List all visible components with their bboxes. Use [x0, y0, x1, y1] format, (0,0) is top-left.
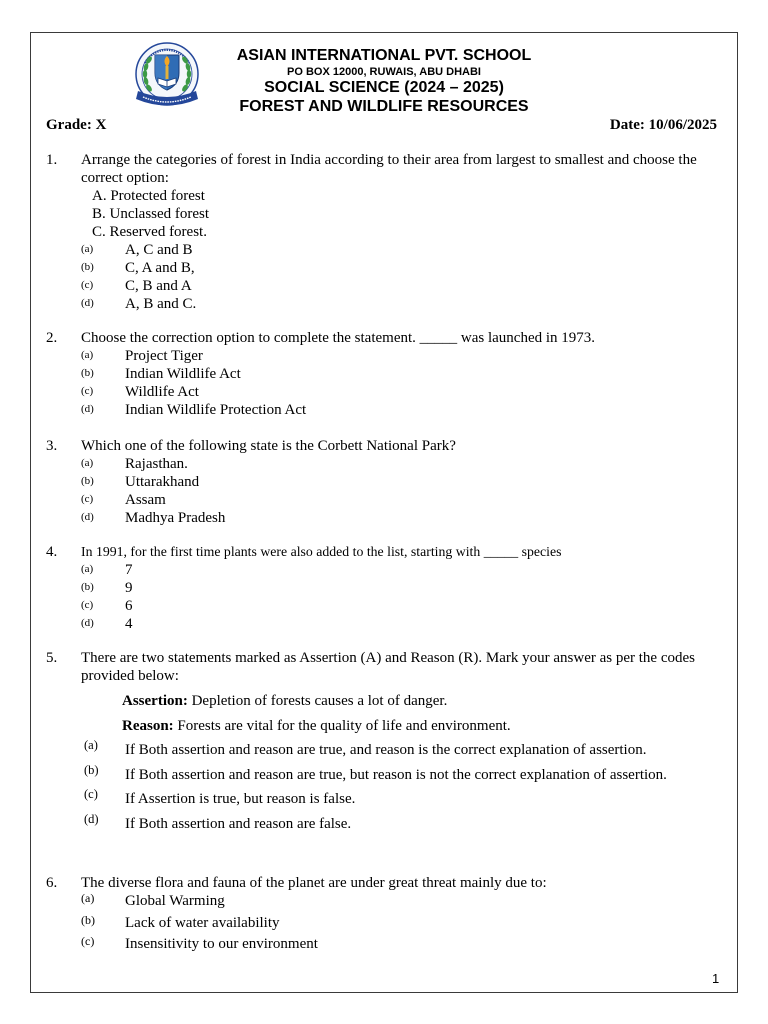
- answer-option: [81, 597, 721, 615]
- answer-option: [81, 891, 721, 913]
- option-text: If Both assertion and reason are true, and reason is the correct explanation of assertion.: [125, 742, 647, 758]
- statement-label: Assertion:: [122, 693, 188, 709]
- option-text: If Both assertion and reason are true, but reason is not the correct explanation of assertion.: [125, 766, 667, 783]
- option-label: (a): [81, 457, 94, 469]
- question-stem: In 1991, for the first time plants were also added to the list, starting with _____ species: [81, 544, 562, 559]
- answer-option: [81, 579, 721, 597]
- option-label: (b): [81, 581, 94, 593]
- answer-options: [81, 891, 721, 956]
- question-body: [81, 329, 721, 419]
- statement-text: Forests are vital for the quality of life and environment.: [177, 717, 511, 734]
- option-text: 6: [125, 598, 133, 614]
- question-stem: There are two statements marked as Assertion (A) and Reason (R). Mark your answer as per the codes provided below:: [81, 650, 695, 684]
- answer-option: [81, 491, 721, 509]
- option-label: (d): [84, 811, 99, 826]
- option-text: Indian Wildlife Protection Act: [125, 402, 307, 418]
- option-text: A, B and C.: [125, 296, 197, 312]
- option-label: (d): [81, 617, 94, 629]
- question-number: 1.: [46, 152, 58, 168]
- answer-option: [81, 259, 721, 277]
- option-label: (a): [84, 738, 98, 752]
- option-text: Insensitivity to our environment: [125, 936, 318, 952]
- date-label: Date: 10/06/2025: [609, 117, 717, 133]
- answer-option: [81, 812, 721, 837]
- statement-text: Depletion of forests causes a lot of danger.: [191, 693, 448, 709]
- option-text: A, C and B: [125, 242, 193, 258]
- question-body: [81, 437, 721, 527]
- option-text: Wildlife Act: [125, 384, 199, 400]
- question-number: 3.: [46, 438, 58, 454]
- answer-option: [81, 347, 721, 365]
- assertion-reason-statements: [81, 689, 721, 738]
- option-label: (c): [81, 599, 94, 611]
- category-item: B. Unclassed forest: [92, 206, 210, 222]
- question-number: 5.: [46, 650, 58, 666]
- question-stem: Choose the correction option to complete the statement. _____ was launched in 1973.: [81, 330, 596, 346]
- option-text: 9: [125, 580, 133, 596]
- school-address: PO BOX 12000, RUWAIS, ABU DHABI: [287, 66, 481, 78]
- answer-option: [81, 277, 721, 295]
- option-text: Project Tiger: [125, 348, 203, 364]
- question-number: 2.: [46, 330, 58, 346]
- question-body: [81, 543, 721, 633]
- option-text: Lack of water availability: [125, 914, 280, 931]
- answer-option: [81, 561, 721, 579]
- option-text: Madhya Pradesh: [125, 510, 226, 526]
- option-text: Uttarakhand: [125, 474, 200, 490]
- answer-option: [81, 455, 721, 473]
- option-label: (a): [81, 243, 94, 255]
- answer-option: [81, 401, 721, 419]
- option-text: Assam: [125, 492, 166, 508]
- option-label: (d): [81, 297, 94, 309]
- option-text: Global Warming: [125, 893, 225, 909]
- question-body: [81, 649, 721, 836]
- category-item: A. Protected forest: [92, 188, 205, 204]
- option-text: 4: [125, 616, 133, 632]
- answer-option: [81, 473, 721, 491]
- question-number: 4.: [46, 544, 58, 560]
- option-label: (a): [81, 563, 94, 575]
- answer-option: [81, 763, 721, 788]
- question-stem: Which one of the following state is the Corbett National Park?: [81, 438, 456, 454]
- option-label: (d): [81, 403, 94, 415]
- answer-option: [81, 509, 721, 527]
- school-name: ASIAN INTERNATIONAL PVT. SCHOOL: [236, 47, 532, 64]
- answer-option: [81, 383, 721, 401]
- answer-option: [81, 365, 721, 383]
- category-item: C. Reserved forest.: [92, 224, 207, 240]
- answer-option: [81, 934, 721, 956]
- option-text: C, B and A: [125, 278, 192, 294]
- option-label: (c): [81, 934, 95, 948]
- question-body: [81, 151, 721, 313]
- answer-option: [81, 241, 721, 259]
- answer-option: [81, 913, 721, 935]
- answer-option: [81, 738, 721, 763]
- option-label: (c): [81, 385, 94, 397]
- option-text: 7: [125, 562, 133, 578]
- option-label: (c): [81, 493, 94, 505]
- option-label: (a): [81, 349, 94, 361]
- question-stem: The diverse flora and fauna of the planet are under great threat mainly due to:: [81, 875, 547, 891]
- option-text: If Assertion is true, but reason is false.: [125, 791, 356, 807]
- statement-label: Reason:: [122, 717, 174, 734]
- grade-label: Grade: X: [46, 117, 107, 133]
- option-label: (b): [84, 762, 99, 777]
- subject-title: SOCIAL SCIENCE (2024 – 2025): [264, 79, 504, 96]
- option-text: If Both assertion and reason are false.: [125, 815, 352, 832]
- option-label: (c): [84, 787, 98, 801]
- option-text: C, A and B,: [125, 260, 195, 276]
- assertion-statement: [81, 689, 721, 714]
- option-label: (b): [81, 912, 95, 927]
- reason-statement: [81, 714, 721, 739]
- answer-option: [81, 295, 721, 313]
- option-label: (b): [81, 475, 94, 487]
- question-body: [81, 874, 721, 956]
- option-text: Rajasthan.: [125, 456, 188, 472]
- question-stem: Arrange the categories of forest in India according to their area from largest to smallest and choose the correct option:: [81, 152, 697, 186]
- answer-option: [81, 615, 721, 633]
- answer-option: [81, 787, 721, 812]
- chapter-title: FOREST AND WILDLIFE RESOURCES: [239, 98, 529, 115]
- question-number: 6.: [46, 875, 58, 891]
- option-label: (a): [81, 891, 95, 905]
- option-text: Indian Wildlife Act: [125, 366, 241, 382]
- option-label: (d): [81, 511, 94, 523]
- option-label: (b): [81, 367, 94, 379]
- page-number: 1: [712, 971, 720, 986]
- option-label: (b): [81, 261, 94, 273]
- option-label: (c): [81, 279, 94, 291]
